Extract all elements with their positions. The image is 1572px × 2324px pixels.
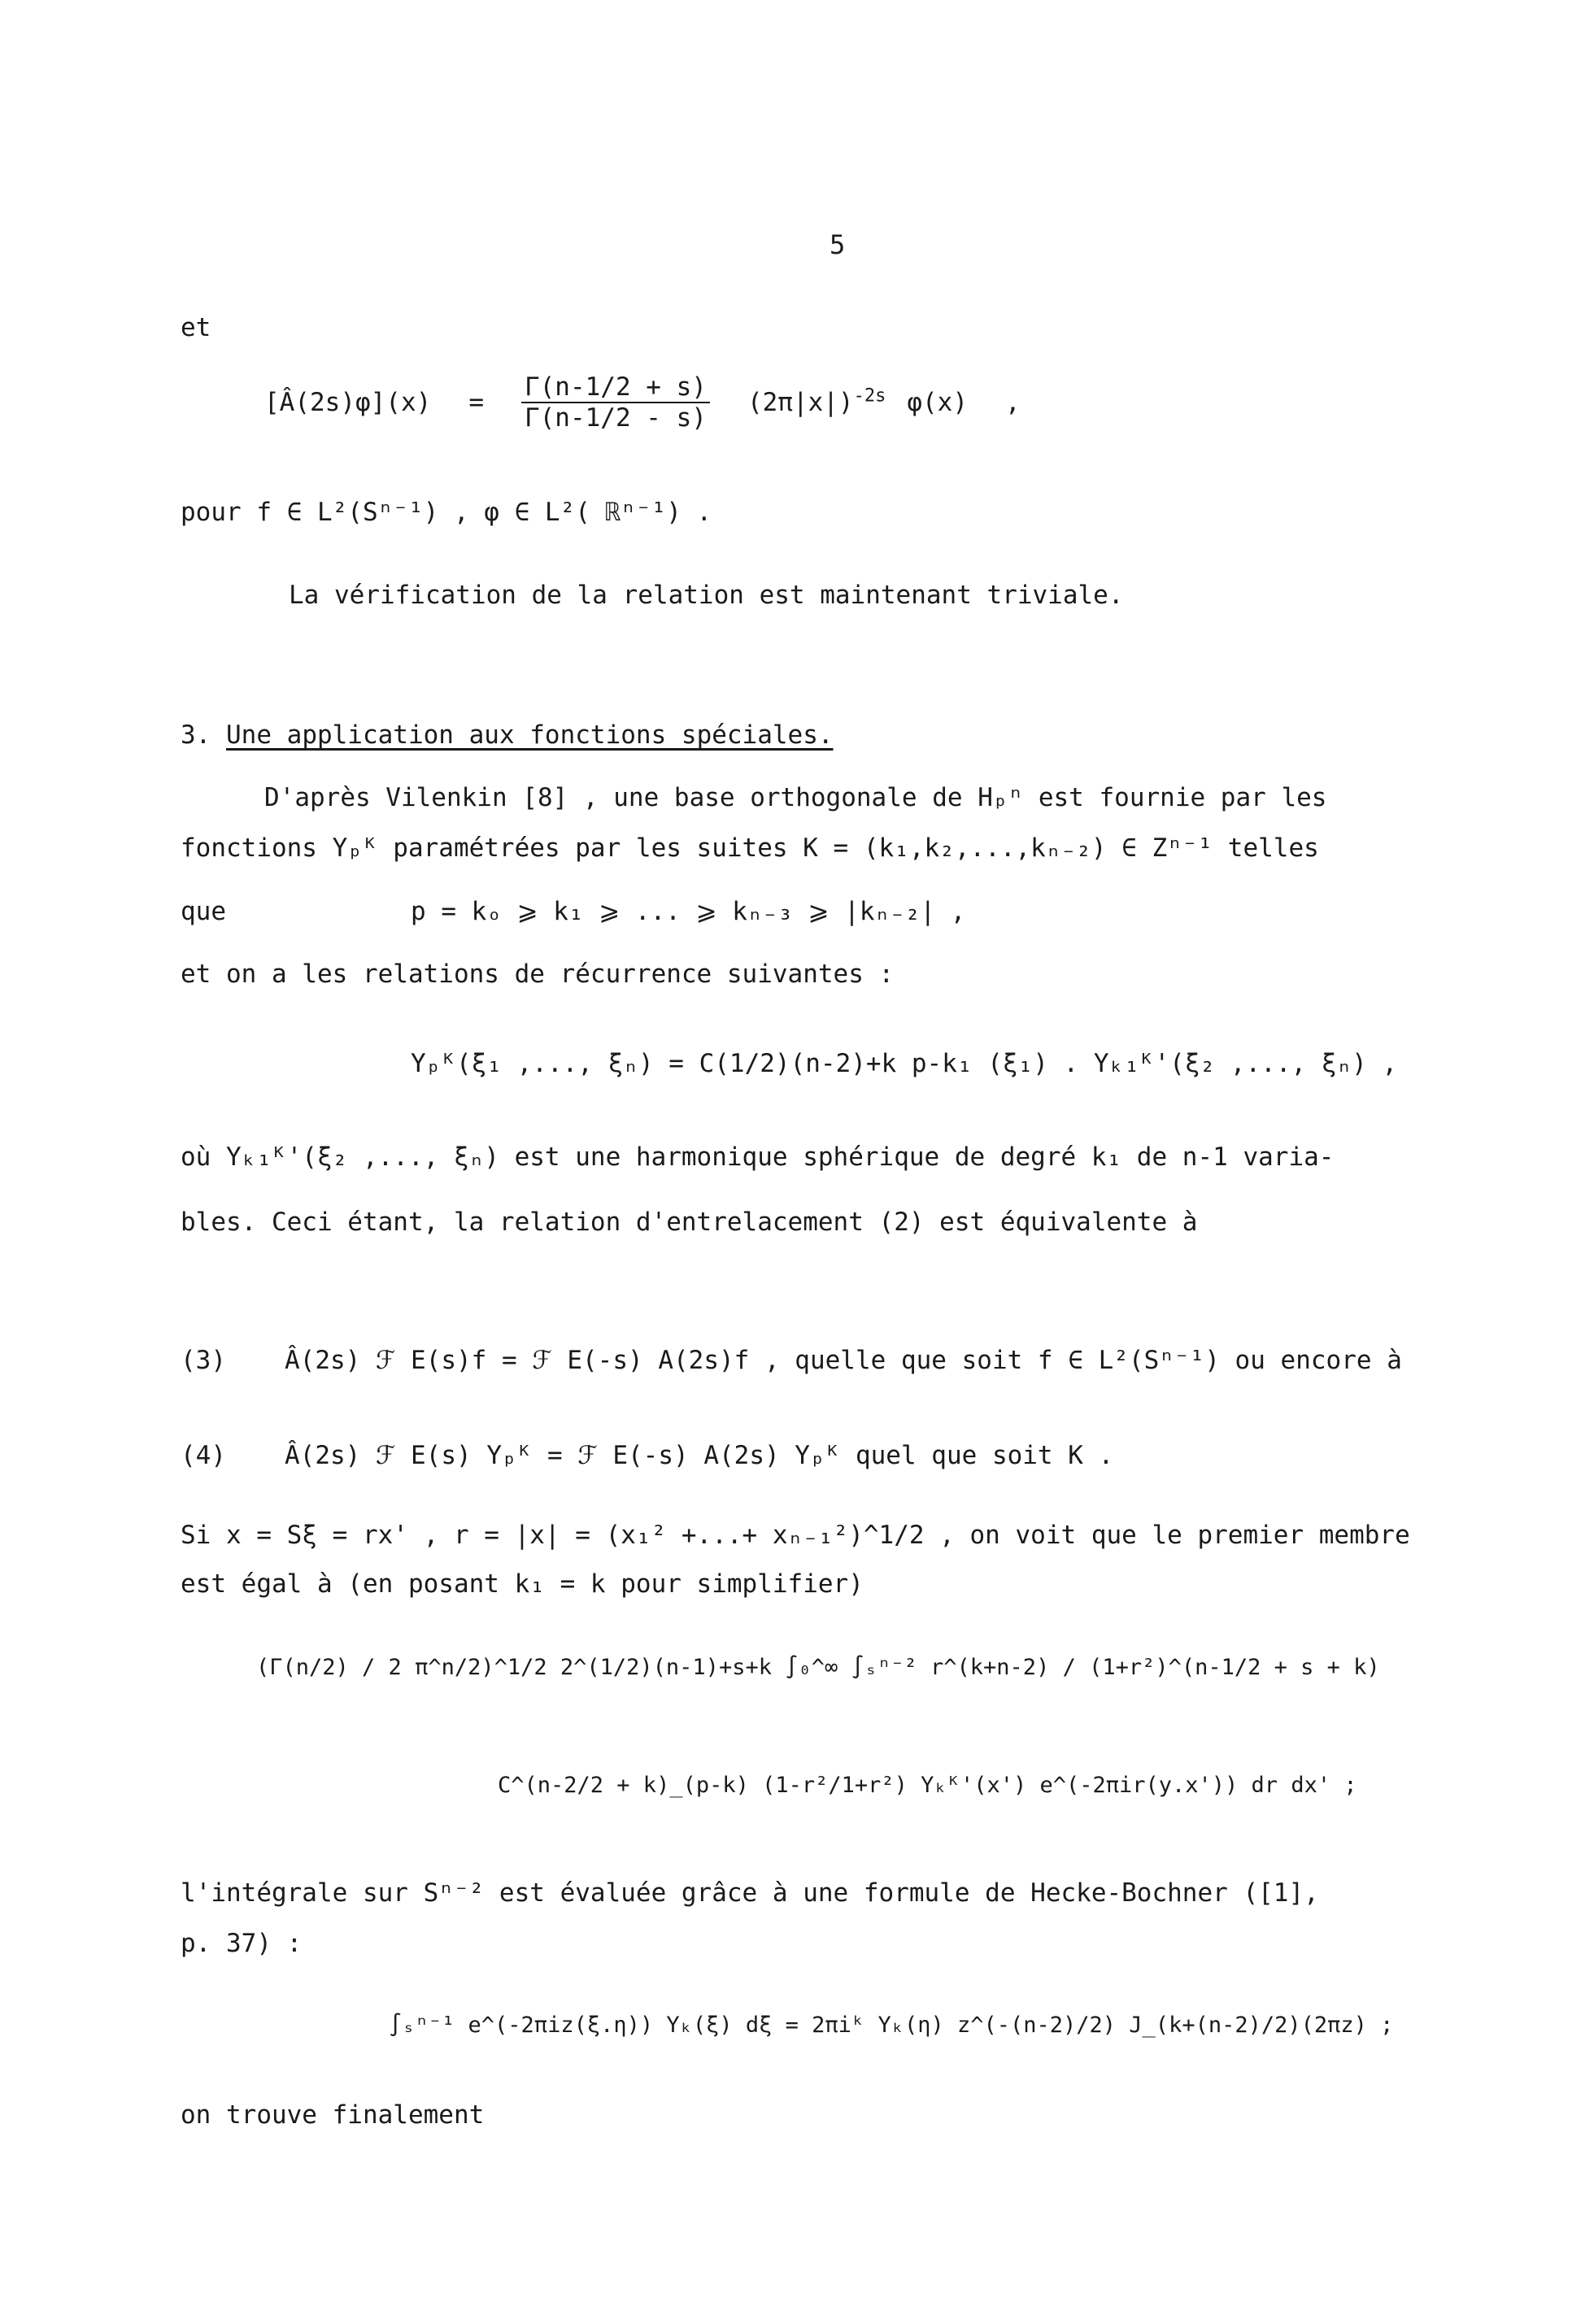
eq1-lhs: [Â(2s)φ](x) [264, 388, 432, 417]
eq1-comma: , [1005, 388, 1021, 417]
eq1-rhs-base: (2π|x|) [747, 388, 854, 417]
text-pour: pour f ∈ L²(Sⁿ⁻¹) , φ ∈ L²( ℝⁿ⁻¹) . [181, 498, 712, 527]
text-recurrence-intro: et on a les relations de récurrence suivantes : [181, 960, 895, 989]
paragraph-vilenkin-line-2: fonctions Yₚᴷ paramétrées par les suites K = (k₁,k₂,...,kₙ₋₂) ∈ Zⁿ⁻¹ telles [181, 833, 1319, 863]
page-number: 5 [830, 229, 846, 260]
section-title: Une application aux fonctions spéciales. [226, 720, 834, 750]
text-que: que [181, 897, 226, 926]
eq1-fraction [521, 372, 710, 433]
eq1-rhs [747, 385, 886, 417]
section-number: 3. [181, 720, 211, 750]
integral-line-2: C^(n-2/2 + k)_(p-k) (1-r²/1+r²) Yₖᴷ'(x') e^(-2πir(y.x')) dr dx' ; [498, 1773, 1357, 1798]
integral-line-1: (Γ(n/2) / 2 π^n/2)^1/2 2^(1/2)(n-1)+s+k ∫₀^∞ ∫ₛⁿ⁻² r^(k+n-2) / (1+r²)^(n-1/2 + s + k) [256, 1655, 1380, 1680]
hecke-bochner-equation: ∫ₛⁿ⁻¹ e^(-2πiz(ξ.η)) Yₖ(ξ) dξ = 2πiᵏ Yₖ(η) z^(-(n-2)/2) J_(k+(n-2)/2)(2πz) ; [389, 2013, 1394, 2038]
section-heading [181, 720, 834, 750]
condition-inequality: p = kₒ ⩾ k₁ ⩾ ... ⩾ kₙ₋₃ ⩾ |kₙ₋₂| , [411, 897, 966, 926]
eq1-rhs-exponent: -2s [853, 385, 886, 407]
equation-4: Â(2s) ℱ E(s) Yₚᴷ = ℱ E(-s) A(2s) Yₚᴷ quel que soit K . [285, 1441, 1114, 1470]
text-final: on trouve finalement [181, 2100, 485, 2130]
paragraph-si-line-2: est égal à (en posant k₁ = k pour simplifier) [181, 1569, 864, 1599]
equation-3-label: (3) [181, 1346, 226, 1375]
text-verification: La vérification de la relation est maintenant triviale. [289, 581, 1124, 610]
text-et: et [181, 313, 211, 342]
eq1-rhs-phi: φ(x) [907, 388, 969, 417]
paragraph-integral-line-2: p. 37) : [181, 1929, 303, 1958]
equation-3: Â(2s) ℱ E(s)f = ℱ E(-s) A(2s)f , quelle que soit f ∈ L²(Sⁿ⁻¹) ou encore à [285, 1346, 1402, 1375]
paragraph-ou-line-2: bles. Ceci étant, la relation d'entrelacement (2) est équivalente à [181, 1208, 1198, 1237]
eq1-denominator: Γ(n-1/2 - s) [524, 403, 707, 433]
equation-1 [264, 358, 1021, 447]
equation-4-label: (4) [181, 1441, 226, 1470]
eq1-equals: = [468, 388, 484, 417]
recurrence-equation: Yₚᴷ(ξ₁ ,..., ξₙ) = C(1/2)(n-2)+k p-k₁ (ξ₁) . Yₖ₁ᴷ'(ξ₂ ,..., ξₙ) , [411, 1049, 1398, 1078]
eq1-numerator: Γ(n-1/2 + s) [521, 372, 710, 403]
paragraph-ou-line-1: où Yₖ₁ᴷ'(ξ₂ ,..., ξₙ) est une harmonique sphérique de degré k₁ de n-1 varia- [181, 1142, 1335, 1172]
paragraph-si-line-1: Si x = Sξ = rx' , r = |x| = (x₁² +...+ xₙ₋₁²)^1/2 , on voit que le premier membre [181, 1521, 1410, 1550]
paragraph-integral-line-1: l'intégrale sur Sⁿ⁻² est évaluée grâce à une formule de Hecke-Bochner ([1], [181, 1878, 1319, 1908]
paragraph-vilenkin-line-1: D'après Vilenkin [8] , une base orthogonale de Hₚⁿ est fournie par les [264, 783, 1327, 812]
